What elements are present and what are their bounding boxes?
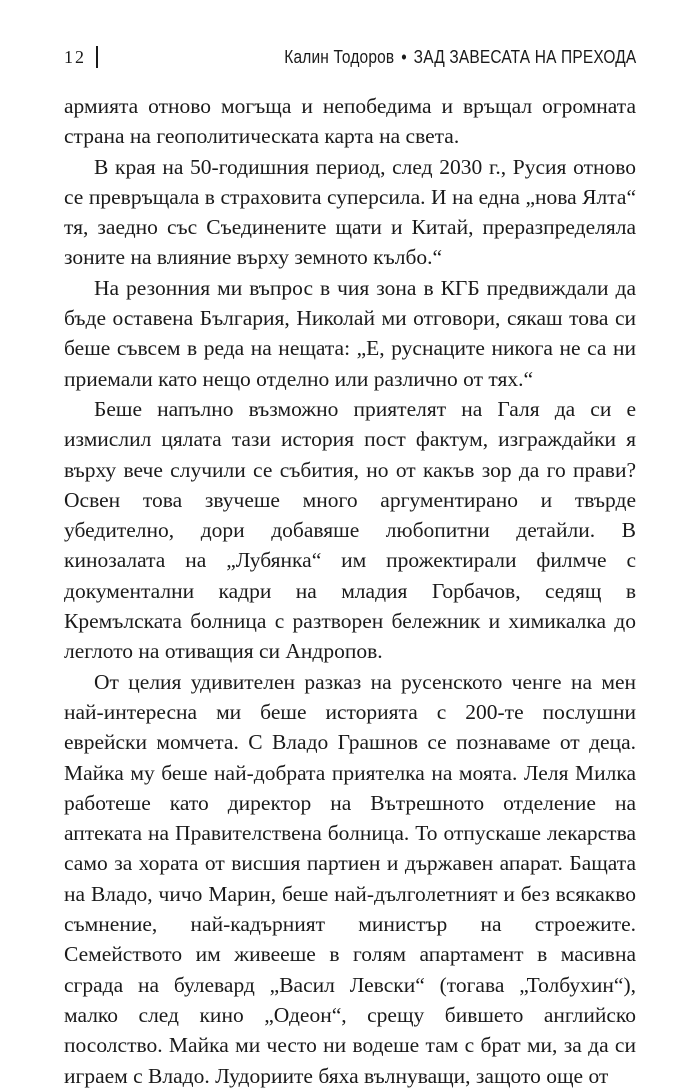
book-title: ЗАД ЗАВЕСАТА НА ПРЕХОДА — [413, 46, 636, 67]
bullet-separator: • — [400, 46, 407, 67]
paragraph: На резонния ми въпрос в чия зона в КГБ предвиждали да бъде оставена България, Николай ми отговори, сякаш това си беше съвсем в реда на нещата: „Е, руснаците никога не са ни приемали като нещо отделно или различно от тях.“ — [64, 275, 636, 391]
header-vertical-rule — [96, 46, 98, 68]
paragraph: Беше напълно възможно приятелят на Галя да си е измислил цялата тази история пост фактум, изграждайки я върху вече случили се събития, но от какъв зор да го прави? Освен това звучеше много аргументирано и твърде убедително, дори добавяше любопитни детайли. В кинозалата на „Лубянка“ им прожектирали филмче с документални кадри на младия Горбачов, седящ в Кремълската болница с разтворен бележник и химикалка до леглото на отиващия си Андропов. — [64, 396, 636, 664]
author-name: Калин Тодоров — [283, 46, 394, 67]
page-body — [64, 91, 636, 1091]
page-number-text: 12 — [64, 46, 86, 67]
paragraph-continued: армията отново могъща и непобедима и връщал огромната страна на геополитическата карта на света. — [64, 94, 636, 149]
paragraph: В края на 50-годишния период, след 2030 г., Русия отново се превръщала в страховита суперсила. И на една „нова Ялта“ тя, заедно със Съединените щати и Китай, преразпределяла зоните на влияние върху земното кълбо.“ — [64, 154, 636, 270]
running-header — [64, 44, 636, 70]
page-number — [64, 46, 98, 68]
running-title — [284, 47, 636, 68]
paragraph: От целия удивителен разказ на русенското ченге на мен най-интересна ми беше историята с 200-те послушни еврейски момчета. С Владо Грашнов се познаваме от деца. Майка му беше най-добрата приятелка на моята. Леля Милка работеше като директор на Вътрешното отделение на аптеката на Правителствена болница. То отпускаше лекарства само за хората от висшия партиен и държавен апарат. Бащата на Владо, чичо Марин, беше най-дълголетният и без всякакво съмнение, най-кадърният министър на строежите. Семейството им живееше в голям апартамент в масивна сграда на булевард „Васил Левски“ (тогава „Толбухин“), малко след кино „Одеон“, срещу бившето английско посолство. Майка ми често ни водеше там с брат ми, за да си играем с Владо. Лудориите бяха вълнуващи, защото още от — [64, 669, 636, 1088]
